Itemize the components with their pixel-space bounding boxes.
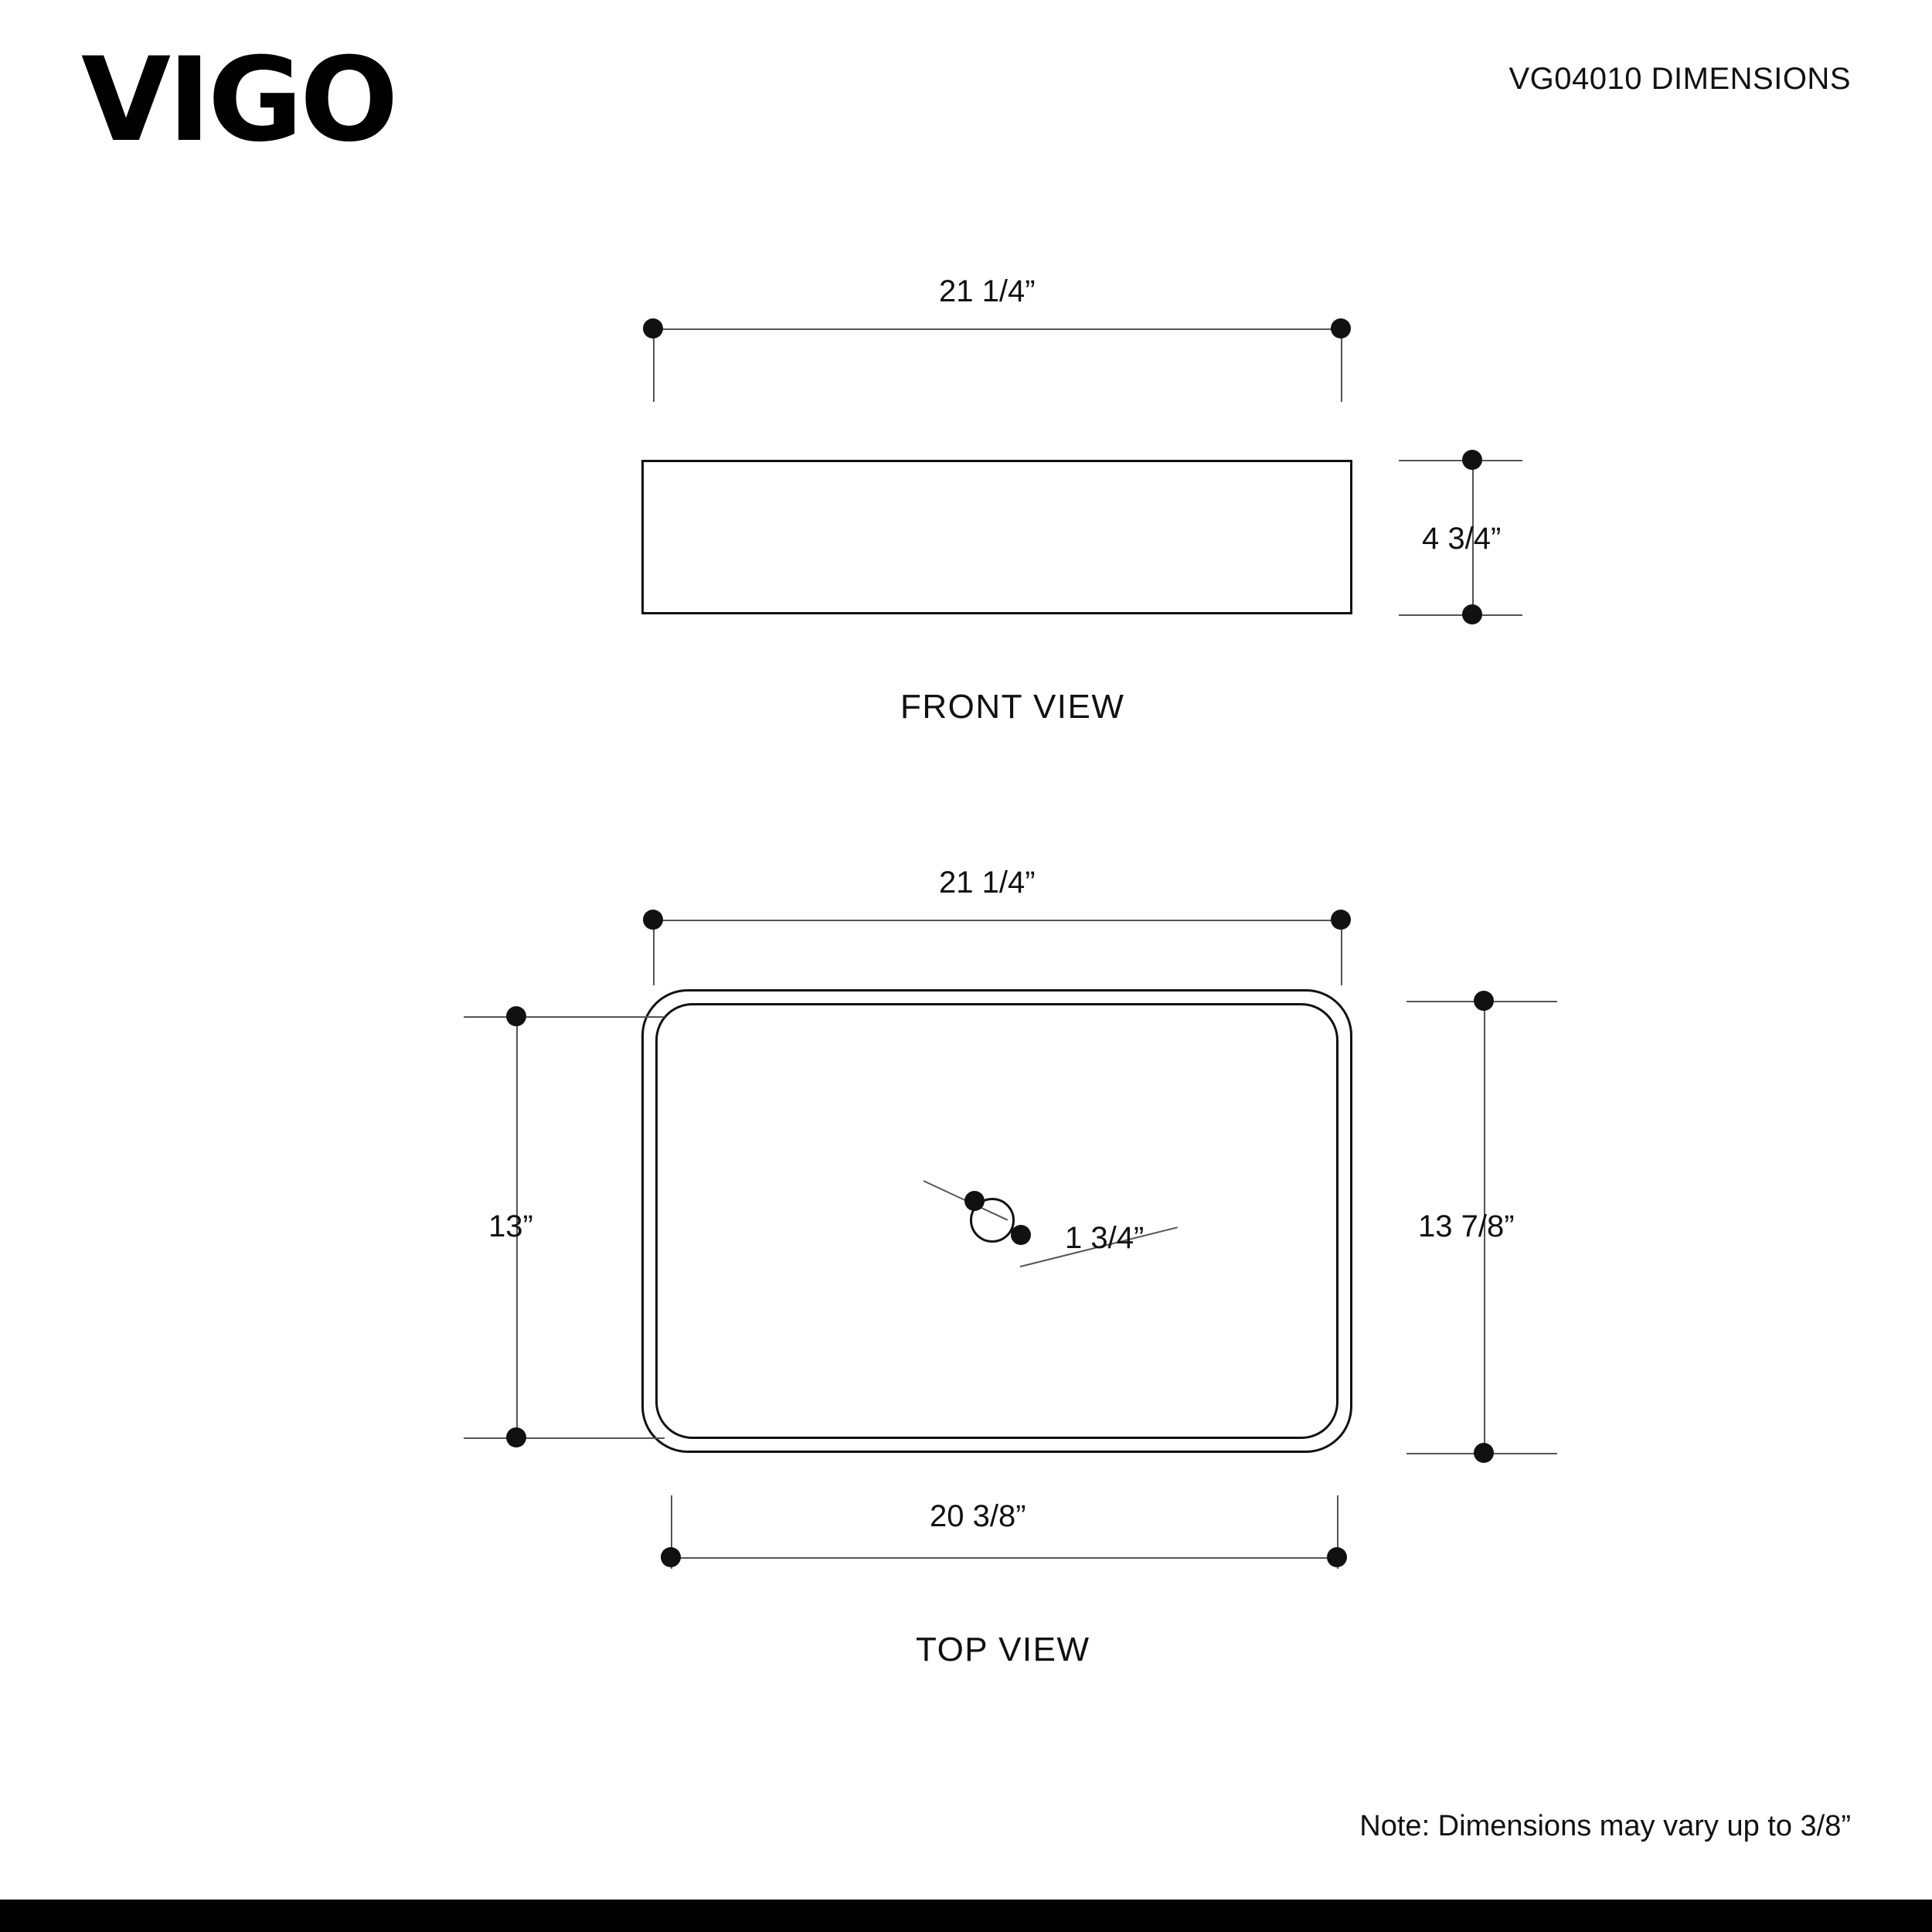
front-width-endpoint-right-dot [1331, 318, 1351, 338]
top-inner-depth-endpoint-top-dot [506, 1006, 526, 1026]
front-width-extension-left [653, 328, 655, 402]
top-width-dimension-line [653, 920, 1341, 921]
top-outer-depth-endpoint-bottom-dot [1474, 1443, 1494, 1463]
top-inner-depth-label: 13” [488, 1209, 533, 1243]
front-view-body [641, 460, 1352, 614]
top-view-label: TOP VIEW [916, 1631, 1090, 1668]
drain-endpoint-dot-left [964, 1191, 985, 1211]
front-view-label: FRONT VIEW [900, 688, 1125, 726]
top-width-endpoint-left-dot [643, 910, 663, 930]
top-inner-width-endpoint-left-dot [661, 1547, 681, 1567]
front-width-label: 21 1/4” [939, 274, 1036, 308]
top-inner-depth-endpoint-bottom-dot [506, 1427, 526, 1447]
top-width-endpoint-right-dot [1331, 910, 1351, 930]
top-outer-depth-endpoint-top-dot [1474, 991, 1494, 1011]
drain-diameter-label: 1 3/4” [1065, 1221, 1145, 1255]
page-title: VG04010 DIMENSIONS [1509, 62, 1851, 96]
front-height-label: 4 3/4” [1422, 522, 1502, 556]
footer-bar [0, 1900, 1932, 1932]
top-inner-width-label: 20 3/8” [930, 1499, 1026, 1533]
front-height-endpoint-top-dot [1462, 450, 1482, 470]
front-height-extension-top [1399, 460, 1522, 461]
front-width-endpoint-left-dot [643, 318, 663, 338]
drain-endpoint-dot-right [1011, 1225, 1031, 1245]
front-width-extension-right [1341, 328, 1342, 402]
front-width-dimension-line [653, 328, 1341, 330]
tolerance-note: Note: Dimensions may vary up to 3/8” [1359, 1810, 1851, 1842]
top-inner-width-endpoint-right-dot [1327, 1547, 1347, 1567]
top-width-label: 21 1/4” [939, 866, 1036, 900]
front-height-extension-bottom [1399, 614, 1522, 616]
top-inner-depth-extension-bottom [464, 1437, 665, 1439]
front-height-endpoint-bottom-dot [1462, 604, 1482, 624]
top-inner-width-dimension-line [671, 1557, 1337, 1559]
vigo-logo-text: VIGO [81, 33, 396, 168]
top-outer-depth-label: 13 7/8” [1418, 1209, 1515, 1243]
top-inner-depth-extension-top [464, 1016, 665, 1018]
